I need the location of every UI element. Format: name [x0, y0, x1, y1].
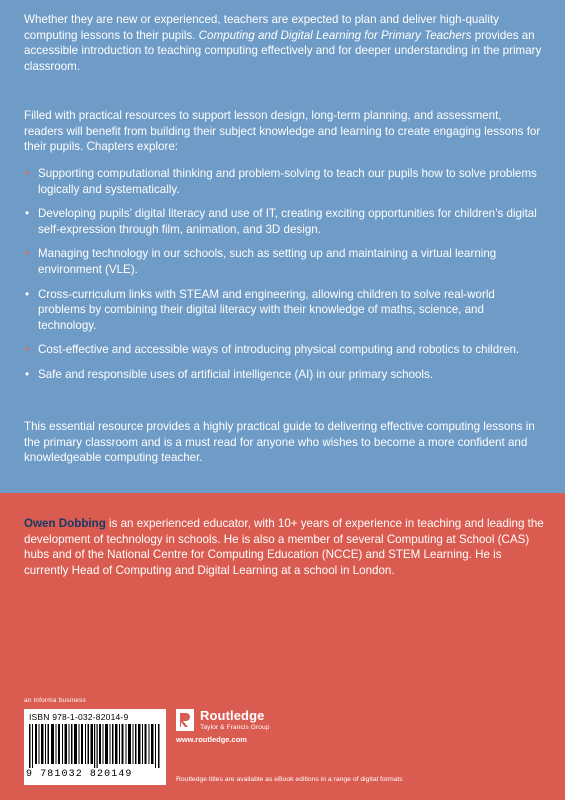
author-bio: [24, 516, 544, 578]
chapter-bullet: • Cross-curriculum links with STEAM and engineering, allowing children to solve real-world problems by combining their digital literacy with their knowledge of maths, science, and technology.: [38, 287, 538, 334]
summary-paragraph: This essential resource provides a highly practical guide to delivering effective computing lessons in the primary classroom and is a must read for anyone who wishes to become a more confident and knowledgeable computing teacher.: [24, 420, 535, 465]
barcode-icon: [29, 724, 161, 768]
isbn-barcode: [24, 709, 166, 785]
ebook-note: Routledge titles are available as eBook editions in a range of digital formats: [176, 776, 403, 783]
chapter-bullet: • Cost-effective and accessible ways of introducing physical computing and robotics to children.: [38, 342, 538, 358]
intro-paragraph: [24, 12, 544, 74]
routledge-logo-icon: [176, 709, 194, 731]
resources-paragraph: Filled with practical resources to support lesson design, long-term planning, and assessment, readers will benefit from building their subject knowledge and learning to create engaging lessons for their pupils. Chapters explore:: [24, 109, 541, 154]
publisher-name: Routledge: [200, 708, 265, 723]
author-name: Owen Dobbing: [24, 517, 106, 530]
chapter-bullet: • Developing pupils’ digital literacy and use of IT, creating exciting opportunities for children’s digital self-expression through film, animation, and 3D design.: [38, 206, 538, 237]
intro-text-end: provides an accessible introduction to teaching computing effectively and for deeper understanding in the primary classroom.: [24, 28, 542, 73]
chapter-bullet: • Managing technology in our schools, such as setting up and maintaining a virtual learning environment (VLE).: [38, 246, 538, 277]
publisher-block: [176, 709, 296, 759]
publisher-url[interactable]: www.routledge.com: [176, 735, 247, 744]
author-bio-text: is an experienced educator, with 10+ years of experience in teaching and leading the development of technology in schools. He is also a member of several Computing at School (CAS) hubs and of the National Centre for Computing Education (NCCE) and STEM Learning. He is currently Head of Computing and Digital Learning at a school in London.: [24, 517, 544, 577]
isbn-label: ISBN 978-1-032-82014-9: [29, 712, 129, 722]
informa-tagline: an informa business: [24, 697, 86, 704]
publisher-group: Taylor & Francis Group: [200, 724, 270, 731]
chapters-list: [38, 166, 538, 392]
chapter-bullet: • Supporting computational thinking and problem-solving to teach our pupils how to solve problems logically and systematically.: [38, 166, 538, 197]
book-title: Computing and Digital Learning for Primary Teachers: [198, 28, 472, 42]
isbn-digits: 9 781032 820149: [26, 769, 133, 780]
intro-text-start: Whether they are new or experienced, teachers are expected to plan and deliver high-quality computing lessons to their pupils.: [24, 13, 499, 42]
chapter-bullet: • Safe and responsible uses of artificial intelligence (AI) in our primary schools.: [38, 367, 538, 383]
author-panel: [0, 493, 565, 800]
back-cover-footer: [24, 695, 544, 785]
